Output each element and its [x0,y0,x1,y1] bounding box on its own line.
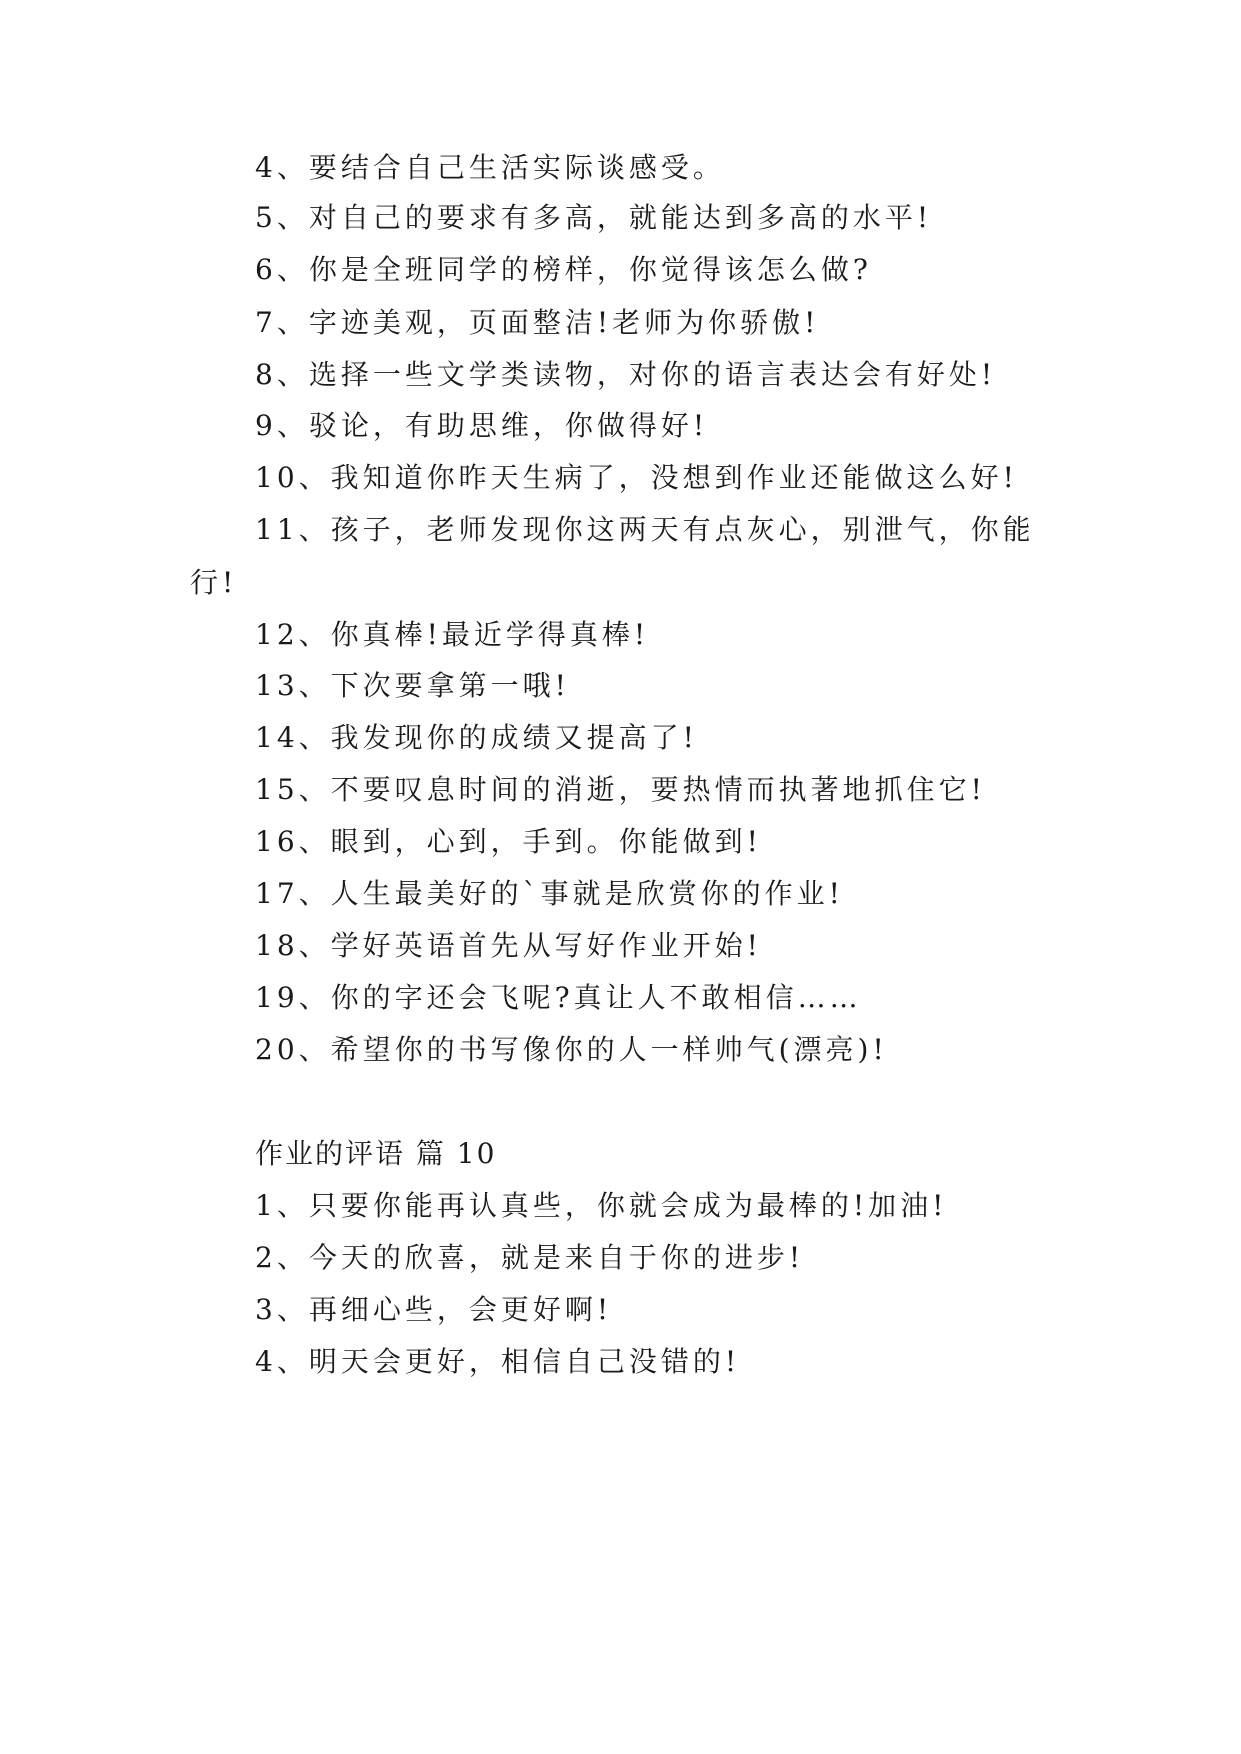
comment-line: 1、只要你能再认真些，你就会成为最棒的!加油! [255,1189,948,1222]
comment-line: 4、要结合自己生活实际谈感受。 [255,151,725,184]
comment-line: 17、人生最美好的`事就是欣赏你的作业! [255,877,844,910]
comment-line: 16、眼到，心到，手到。你能做到! [255,825,762,858]
comment-line: 13、下次要拿第一哦! [255,669,570,702]
comment-line: 5、对自己的要求有多高，就能达到多高的水平! [255,201,933,234]
comment-line: 6、你是全班同学的榜样，你觉得该怎么做? [255,253,872,286]
comment-line: 3、再细心些，会更好啊! [255,1293,613,1326]
section-heading: 作业的评语 篇 10 [255,1137,497,1170]
comment-line: 18、学好英语首先从写好作业开始! [255,929,762,962]
comment-line: 19、你的字还会飞呢?真让人不敢相信…… [255,981,862,1014]
comment-line: 4、明天会更好，相信自己没错的! [255,1345,741,1378]
comment-line: 12、你真棒!最近学得真棒! [255,618,650,651]
comment-line: 7、字迹美观，页面整洁!老师为你骄傲! [255,306,820,339]
comment-line: 2、今天的欣喜，就是来自于你的进步! [255,1241,805,1274]
comment-line: 20、希望你的书写像你的人一样帅气(漂亮)! [255,1033,888,1066]
comment-line-continuation: 行! [190,566,238,599]
comment-line: 11、孩子，老师发现你这两天有点灰心，别泄气，你能 [255,513,1035,546]
comment-line: 9、驳论，有助思维，你做得好! [255,409,709,442]
comment-line: 15、不要叹息时间的消逝，要热情而执著地抓住它! [255,773,986,806]
comment-line: 14、我发现你的成绩又提高了! [255,721,698,754]
comment-line: 8、选择一些文学类读物，对你的语言表达会有好处! [255,358,997,391]
comment-line: 10、我知道你昨天生病了，没想到作业还能做这么好! [255,461,1018,494]
